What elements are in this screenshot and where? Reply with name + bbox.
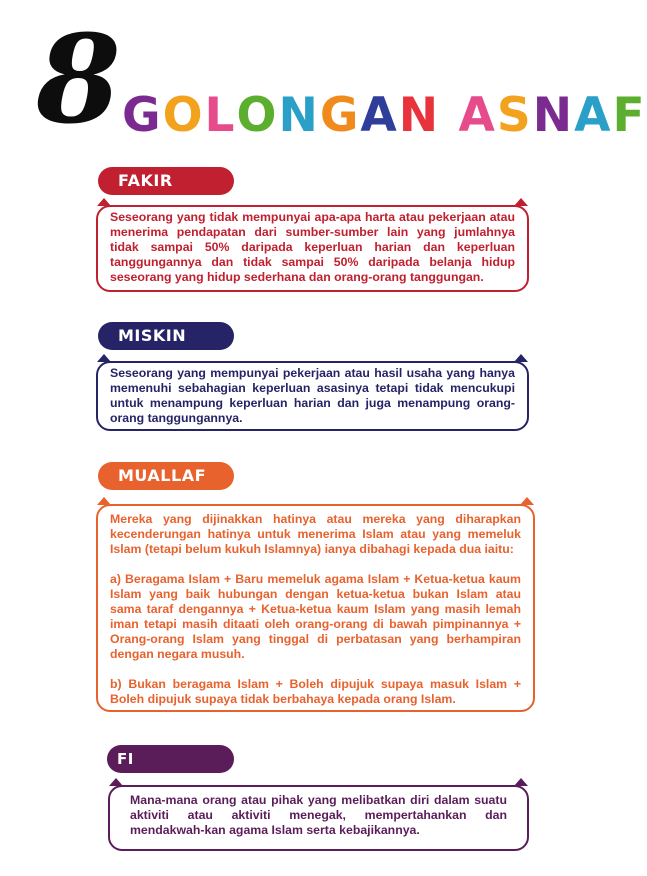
tag-miskin: MISKIN [98,322,234,350]
title-letter: N [398,88,441,143]
muallaf-point-a: a) Beragama Islam + Baru memeluk agama Islam + Ketua-ketua kaum Islam yang baik hubungan dengan ketua-ketua bukan Islam atau sama taraf dengannya + Ketua-ketua kaum Islam yang masih lemah iman tetapi masih ditaati oleh orang-orang di bawah pimpinannya + Orang-orang Islam yang tinggal di perbatasan yang berhampiran dengan negara musuh. [110,572,521,661]
title-letter: G [319,88,361,143]
muallaf-point-b: b) Bukan beragama Islam + Boleh dipujuk supaya masuk Islam + Boleh dipujuk supaya tidak berbahaya kepada orang Islam. [110,677,521,706]
title-letter: S [496,88,533,143]
tag-fi-sabilillah: FI SABILILLAH [107,745,234,773]
miskin-text: Seseorang yang mempunyai pekerjaan atau hasil usaha yang hanya memenuhi sebahagian keperluan asasinya tetapi tidak mencukupi untuk menampung keperluan harian dan juga menampung orang-orang tanggungannya. [110,366,515,425]
title-letter: O [236,88,279,143]
title-letter: A [458,88,497,143]
fi-sabilillah-text: Mana-mana orang atau pihak yang melibatkan diri dalam suatu aktiviti atau aktiviti menegak, mempertahankan dan mendakwah-kan agama Islam serta kebajikannya. [130,793,507,837]
title-letter: G [122,88,163,143]
box-fakir [96,205,529,292]
box-muallaf [96,504,535,712]
title-letter [440,88,458,144]
title-letter: F [612,88,647,143]
title-letter: A [360,88,399,143]
title-number: 8 [36,7,121,151]
box-miskin [96,361,529,431]
box-fi-sabilillah [108,785,529,851]
title-word [122,88,647,144]
title-letter: A [574,88,613,143]
fakir-text: Seseorang yang tidak mempunyai apa-apa harta atau pekerjaan atau menerima pendapatan dari sumber-sumber lain yang jumlahnya tidak sampai 50% daripada keperluan harian dan keperluan tanggungannya dan tidak sampai 50% daripada belanja hidup seseorang yang hidup sederhana dan orang-orang tanggungan. [110,210,515,284]
title-letter: L [204,88,237,143]
tag-muallaf: MUALLAF [98,462,234,490]
title-letter: N [278,88,320,143]
title-letter: O [162,88,205,143]
tag-fakir: FAKIR [98,167,234,195]
title-letter: N [532,88,575,143]
muallaf-intro: Mereka yang dijinakkan hatinya atau mereka yang diharapkan kecenderungan hatinya untuk menerima Islam atau yang memeluk Islam (tetapi belum kukuh Islamnya) ianya dibahagi kepada dua iaitu: [110,512,521,556]
